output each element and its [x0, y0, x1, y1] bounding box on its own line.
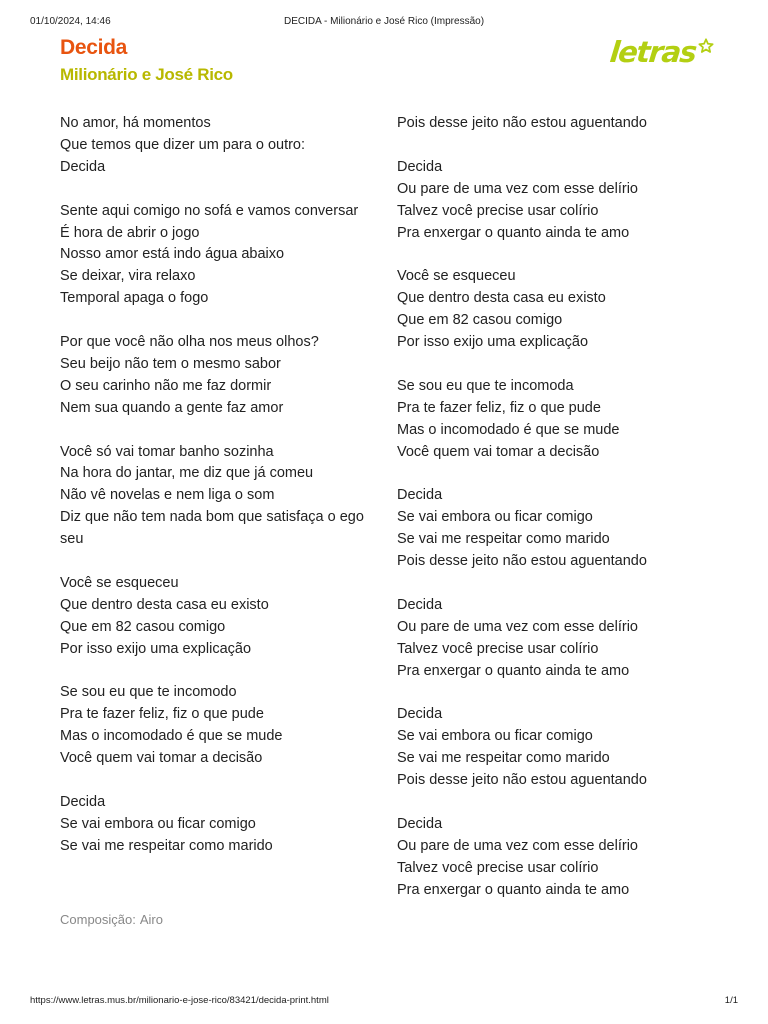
lyric-line: Por isso exijo uma explicação — [397, 334, 589, 351]
lyric-line: Pois desse jeito não estou aguentando — [397, 553, 647, 570]
lyric-line: Se sou eu que te incomodo — [60, 684, 237, 701]
lyric-line: No amor, há momentos — [60, 115, 211, 131]
lyric-line: É hora de abrir o jogo — [60, 224, 200, 241]
lyrics-right-column — [397, 113, 727, 902]
lyrics-stanza — [397, 485, 727, 573]
lyrics-stanza — [397, 376, 727, 464]
lyric-line: Pra enxergar o quanto ainda te amo — [397, 662, 630, 679]
composer-name[interactable]: Airo — [139, 912, 163, 927]
lyric-line: Se sou eu que te incomoda — [397, 377, 574, 394]
lyric-line: Que em 82 casou comigo — [60, 618, 226, 635]
lyric-line: Na hora do jantar, me diz que já comeu — [60, 465, 314, 482]
print-document-title: DECIDA - Milionário e José Rico (Impressão) — [283, 16, 485, 27]
lyric-line: Que dentro desta casa eu existo — [397, 290, 606, 307]
lyric-line: Decida — [60, 158, 106, 175]
lyric-line: Pois desse jeito não estou aguentando — [397, 115, 647, 131]
lyric-line: Que em 82 casou comigo — [397, 312, 563, 329]
lyric-line: Você se esqueceu — [397, 268, 516, 285]
lyrics-left-column — [60, 113, 365, 858]
lyrics-stanza — [397, 814, 727, 902]
lyric-line: Pra enxergar o quanto ainda te amo — [397, 224, 630, 241]
lyrics-stanza — [60, 332, 365, 420]
lyrics-stanza — [397, 266, 727, 354]
letras-logo[interactable] — [610, 30, 714, 74]
lyrics-stanza — [60, 573, 365, 661]
lyric-line: Decida — [60, 794, 106, 810]
lyric-line: Diz que não tem nada bom que satisfaça o ego seu — [60, 509, 364, 548]
logo-wordmark: letras — [608, 35, 698, 69]
lyrics-stanza — [397, 704, 727, 792]
composer-label: Composição: — [60, 912, 136, 927]
lyric-line: Decida — [397, 815, 443, 832]
lyrics-stanza — [397, 113, 727, 135]
lyric-line: Se vai me respeitar como marido — [397, 750, 610, 767]
lyrics-stanza — [60, 682, 365, 770]
print-url: https://www.letras.mus.br/milionario-e-jose-rico/83421/decida-print.html — [30, 995, 329, 1006]
lyric-line: Por que você não olha nos meus olhos? — [60, 334, 319, 351]
lyric-line: Talvez você precise usar colírio — [397, 640, 599, 657]
lyric-line: Sente aqui comigo no sofá e vamos conversar — [60, 202, 359, 219]
print-header — [30, 16, 738, 30]
lyric-line: Talvez você precise usar colírio — [397, 859, 599, 876]
lyric-line: Não vê novelas e nem liga o som — [60, 487, 275, 504]
lyric-line: Se vai embora ou ficar comigo — [397, 728, 593, 745]
lyric-line: Seu beijo não tem o mesmo sabor — [60, 355, 281, 372]
star-icon — [698, 38, 714, 54]
lyric-line: Decida — [397, 596, 443, 613]
lyric-line: Nosso amor está indo água abaixo — [60, 246, 285, 263]
lyric-line: Ou pare de uma vez com esse delírio — [397, 837, 638, 854]
song-title: Decida — [60, 36, 128, 59]
lyric-line: Por isso exijo uma explicação — [60, 640, 252, 657]
lyric-line: Você se esqueceu — [60, 574, 179, 591]
lyrics-stanza — [60, 113, 365, 179]
print-footer — [30, 995, 738, 1009]
composer-credit — [60, 912, 163, 927]
lyric-line: Você só vai tomar banho sozinha — [60, 443, 274, 460]
print-page-number: 1/1 — [724, 995, 738, 1006]
artist-name[interactable]: Milionário e José Rico — [60, 65, 233, 84]
lyric-line: Decida — [397, 706, 443, 723]
lyric-line: Você quem vai tomar a decisão — [397, 443, 600, 460]
lyric-line: Mas o incomodado é que se mude — [397, 421, 620, 438]
lyric-line: Pra te fazer feliz, fiz o que pude — [60, 706, 264, 723]
lyric-line: Se vai embora ou ficar comigo — [397, 509, 593, 526]
lyrics-stanza — [397, 595, 727, 683]
lyric-line: Se vai embora ou ficar comigo — [60, 815, 256, 832]
lyric-line: Você quem vai tomar a decisão — [60, 750, 263, 767]
lyric-line: Que dentro desta casa eu existo — [60, 596, 269, 613]
lyrics-stanza — [60, 792, 365, 858]
lyrics-stanza — [60, 201, 365, 311]
lyric-line: Ou pare de uma vez com esse delírio — [397, 180, 638, 197]
lyric-line: Decida — [397, 487, 443, 504]
lyric-line: Que temos que dizer um para o outro: — [60, 136, 306, 153]
lyrics-stanza — [397, 157, 727, 245]
lyric-line: Pra enxergar o quanto ainda te amo — [397, 881, 630, 898]
lyric-line: Nem sua quando a gente faz amor — [60, 399, 284, 416]
lyric-line: Pra te fazer feliz, fiz o que pude — [397, 399, 601, 416]
lyric-line: Mas o incomodado é que se mude — [60, 728, 283, 745]
print-datetime: 01/10/2024, 14:46 — [30, 16, 111, 27]
lyric-line: Decida — [397, 158, 443, 175]
lyric-line: Se deixar, vira relaxo — [60, 268, 196, 285]
lyric-line: Se vai me respeitar como marido — [60, 837, 273, 854]
lyric-line: Pois desse jeito não estou aguentando — [397, 772, 647, 789]
lyric-line: Talvez você precise usar colírio — [397, 202, 599, 219]
lyric-line: Ou pare de uma vez com esse delírio — [397, 618, 638, 635]
lyric-line: Se vai me respeitar como marido — [397, 531, 610, 548]
lyrics-stanza — [60, 442, 365, 552]
lyric-line: O seu carinho não me faz dormir — [60, 377, 272, 394]
lyric-line: Temporal apaga o fogo — [60, 290, 209, 307]
